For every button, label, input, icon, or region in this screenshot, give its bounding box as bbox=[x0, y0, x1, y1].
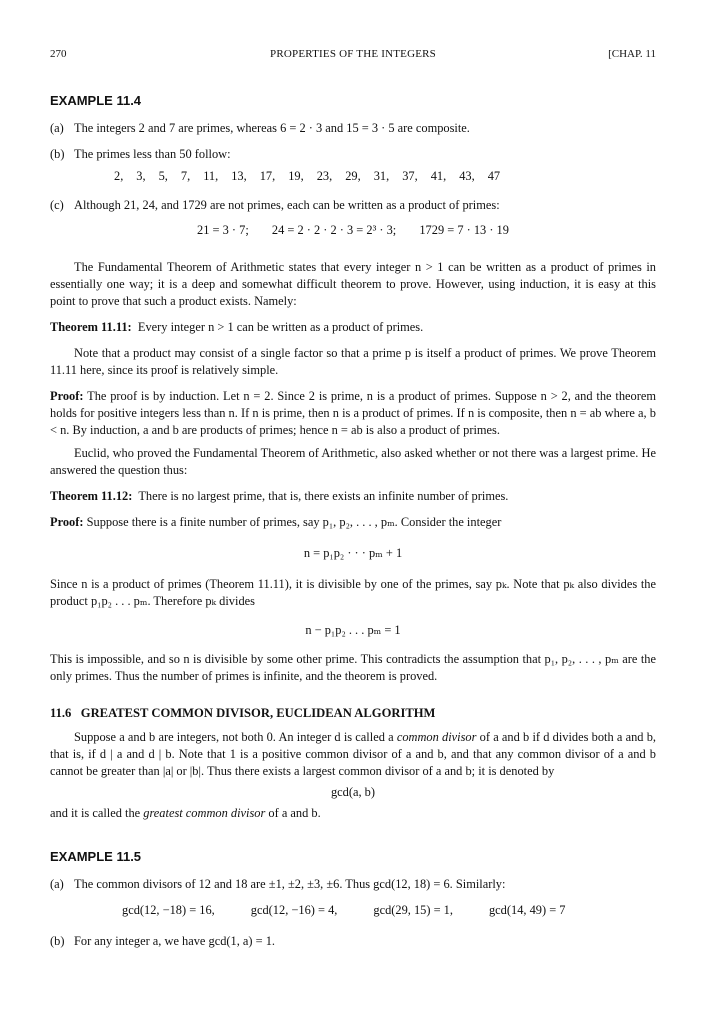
equation: 24 = 2 · 2 · 2 · 3 = 2³ · 3; bbox=[271, 223, 397, 237]
page-number: 270 bbox=[50, 48, 67, 60]
paragraph: This is impossible, and so n is divisible by some other prime. This contradicts the assumption that p₁, p₂, . . . , pₘ are the only primes. Thus the number of primes is infinite, and the theorem is proved. bbox=[50, 652, 656, 683]
part-label: (c) bbox=[50, 198, 64, 212]
theorem-text: Every integer n > 1 can be written as a product of primes. bbox=[137, 320, 424, 334]
theorem-label: Theorem 11.11: bbox=[50, 320, 132, 334]
factorization-equations bbox=[50, 222, 656, 239]
paragraph: Note that a product may consist of a single factor so that a prime p is itself a product of primes. We prove Theorem 11.11 here, since its proof is relatively simple. bbox=[50, 346, 656, 377]
textbook-page bbox=[50, 46, 656, 959]
proof-text: Suppose there is a finite number of primes, say p₁, p₂, . . . , pₘ. Consider the integer bbox=[86, 515, 502, 529]
section-11-6-heading: 11.6 GREATEST COMMON DIVISOR, EUCLIDEAN ALGORITHM bbox=[50, 706, 436, 720]
theorem-11-11 bbox=[50, 319, 656, 336]
example-11-4-part-c bbox=[50, 197, 656, 214]
proof-11-11 bbox=[50, 388, 656, 439]
example-11-5-part-a bbox=[50, 876, 656, 893]
example-11-4-part-b bbox=[50, 146, 656, 163]
part-text: For any integer a, we have gcd(1, a) = 1. bbox=[74, 934, 276, 948]
example-11-5-part-b bbox=[50, 933, 656, 950]
prime-value: 47 bbox=[487, 169, 501, 183]
prime-value: 31, bbox=[373, 169, 390, 183]
term-emphasis: greatest common divisor bbox=[143, 806, 266, 820]
theorem-11-12 bbox=[50, 488, 656, 505]
prime-value: 41, bbox=[430, 169, 447, 183]
proof-text: The proof is by induction. Let n = 2. Since 2 is prime, n is a product of primes. Suppose n > 2, and the theorem holds for positive integers less than n. If n is prime, then n is a product of primes. If n is composite, then n = ab where a, b < n. By induction, a and b are products of primes; hence n = ab is also a product of primes. bbox=[50, 389, 656, 437]
running-title: PROPERTIES OF THE INTEGERS bbox=[270, 48, 436, 60]
proof-label: Proof: bbox=[50, 389, 84, 403]
example-11-4-title: EXAMPLE 11.4 bbox=[50, 93, 142, 108]
text-run: Suppose a and b are integers, not both 0. An integer d is called a bbox=[74, 730, 397, 744]
theorem-text: There is no largest prime, that is, there exists an infinite number of primes. bbox=[138, 489, 509, 503]
prime-value: 11, bbox=[203, 169, 219, 183]
gcd-equation: gcd(12, −16) = 4, bbox=[250, 903, 338, 917]
equation: 1729 = 7 · 13 · 19 bbox=[419, 223, 509, 237]
proof-11-12 bbox=[50, 514, 656, 531]
running-header bbox=[50, 46, 656, 64]
part-text: Although 21, 24, and 1729 are not primes, each can be written as a product of primes: bbox=[74, 198, 500, 212]
prime-value: 3, bbox=[136, 169, 146, 183]
gcd-equation: gcd(12, −18) = 16, bbox=[122, 903, 215, 917]
paragraph: Euclid, who proved the Fundamental Theorem of Arithmetic, also asked whether or not there was a largest prime. He answered the question thus: bbox=[50, 446, 656, 477]
prime-value: 5, bbox=[158, 169, 168, 183]
prime-value: 13, bbox=[231, 169, 247, 183]
text-run: of a and b if d divides both a and b, that is, if d | a and d | b. Note that 1 is a positive common divisor of a and b, and that any common divisor of a and b cannot be greater than |a| or |b|. Thus there exists a largest common divisor of a and b; it is denoted by bbox=[50, 730, 657, 778]
prime-value: 43, bbox=[459, 169, 475, 183]
example-11-4-part-a bbox=[50, 120, 656, 137]
prime-value: 23, bbox=[316, 169, 333, 183]
primes-list bbox=[50, 168, 656, 185]
part-text: The common divisors of 12 and 18 are ±1, ±2, ±3, ±6. Thus gcd(12, 18) = 6. Similarly: bbox=[74, 877, 506, 891]
paragraph: The Fundamental Theorem of Arithmetic states that every integer n > 1 can be written as a product of primes in essentially one way; it is a deep and somewhat difficult theorem to prove. However, using induction, it is easy at this point to prove that such a product exists. Namely: bbox=[50, 260, 656, 308]
equation: 21 = 3 · 7; bbox=[197, 223, 249, 237]
part-label: (b) bbox=[50, 934, 65, 948]
equation-difference: n − p₁p₂ . . . pₘ = 1 bbox=[305, 623, 401, 637]
text-run: and it is called the bbox=[50, 806, 144, 820]
part-label: (a) bbox=[50, 121, 64, 135]
gcd-examples bbox=[50, 902, 656, 919]
gcd-equation: gcd(14, 49) = 7 bbox=[488, 903, 566, 917]
paragraph bbox=[50, 729, 656, 780]
proof-label: Proof: bbox=[50, 515, 84, 529]
part-text: The primes less than 50 follow: bbox=[74, 147, 231, 161]
prime-value: 29, bbox=[345, 169, 361, 183]
example-11-5-title: EXAMPLE 11.5 bbox=[50, 849, 142, 864]
chapter-label: [CHAP. 11 bbox=[608, 48, 656, 60]
part-text: The integers 2 and 7 are primes, whereas 6 = 2 · 3 and 15 = 3 · 5 are composite. bbox=[74, 121, 470, 135]
term-emphasis: common divisor bbox=[396, 730, 477, 744]
equation-gcd: gcd(a, b) bbox=[330, 785, 376, 799]
paragraph: Since n is a product of primes (Theorem 11.11), it is divisible by one of the primes, say pₖ. Note that pₖ also divides the product p₁p₂ . . . pₘ. Therefore pₖ divides bbox=[50, 577, 656, 608]
prime-value: 7, bbox=[180, 169, 191, 183]
gcd-equation: gcd(29, 15) = 1, bbox=[373, 903, 453, 917]
theorem-label: Theorem 11.12: bbox=[50, 489, 133, 503]
part-label: (b) bbox=[50, 147, 65, 161]
paragraph bbox=[50, 805, 656, 822]
equation-n: n = p₁p₂ · · · pₘ + 1 bbox=[303, 546, 403, 560]
part-label: (a) bbox=[50, 877, 64, 891]
prime-value: 2, bbox=[114, 169, 124, 183]
prime-value: 17, bbox=[259, 169, 276, 183]
prime-value: 37, bbox=[402, 169, 418, 183]
text-run: of a and b. bbox=[265, 806, 321, 820]
prime-value: 19, bbox=[288, 169, 304, 183]
